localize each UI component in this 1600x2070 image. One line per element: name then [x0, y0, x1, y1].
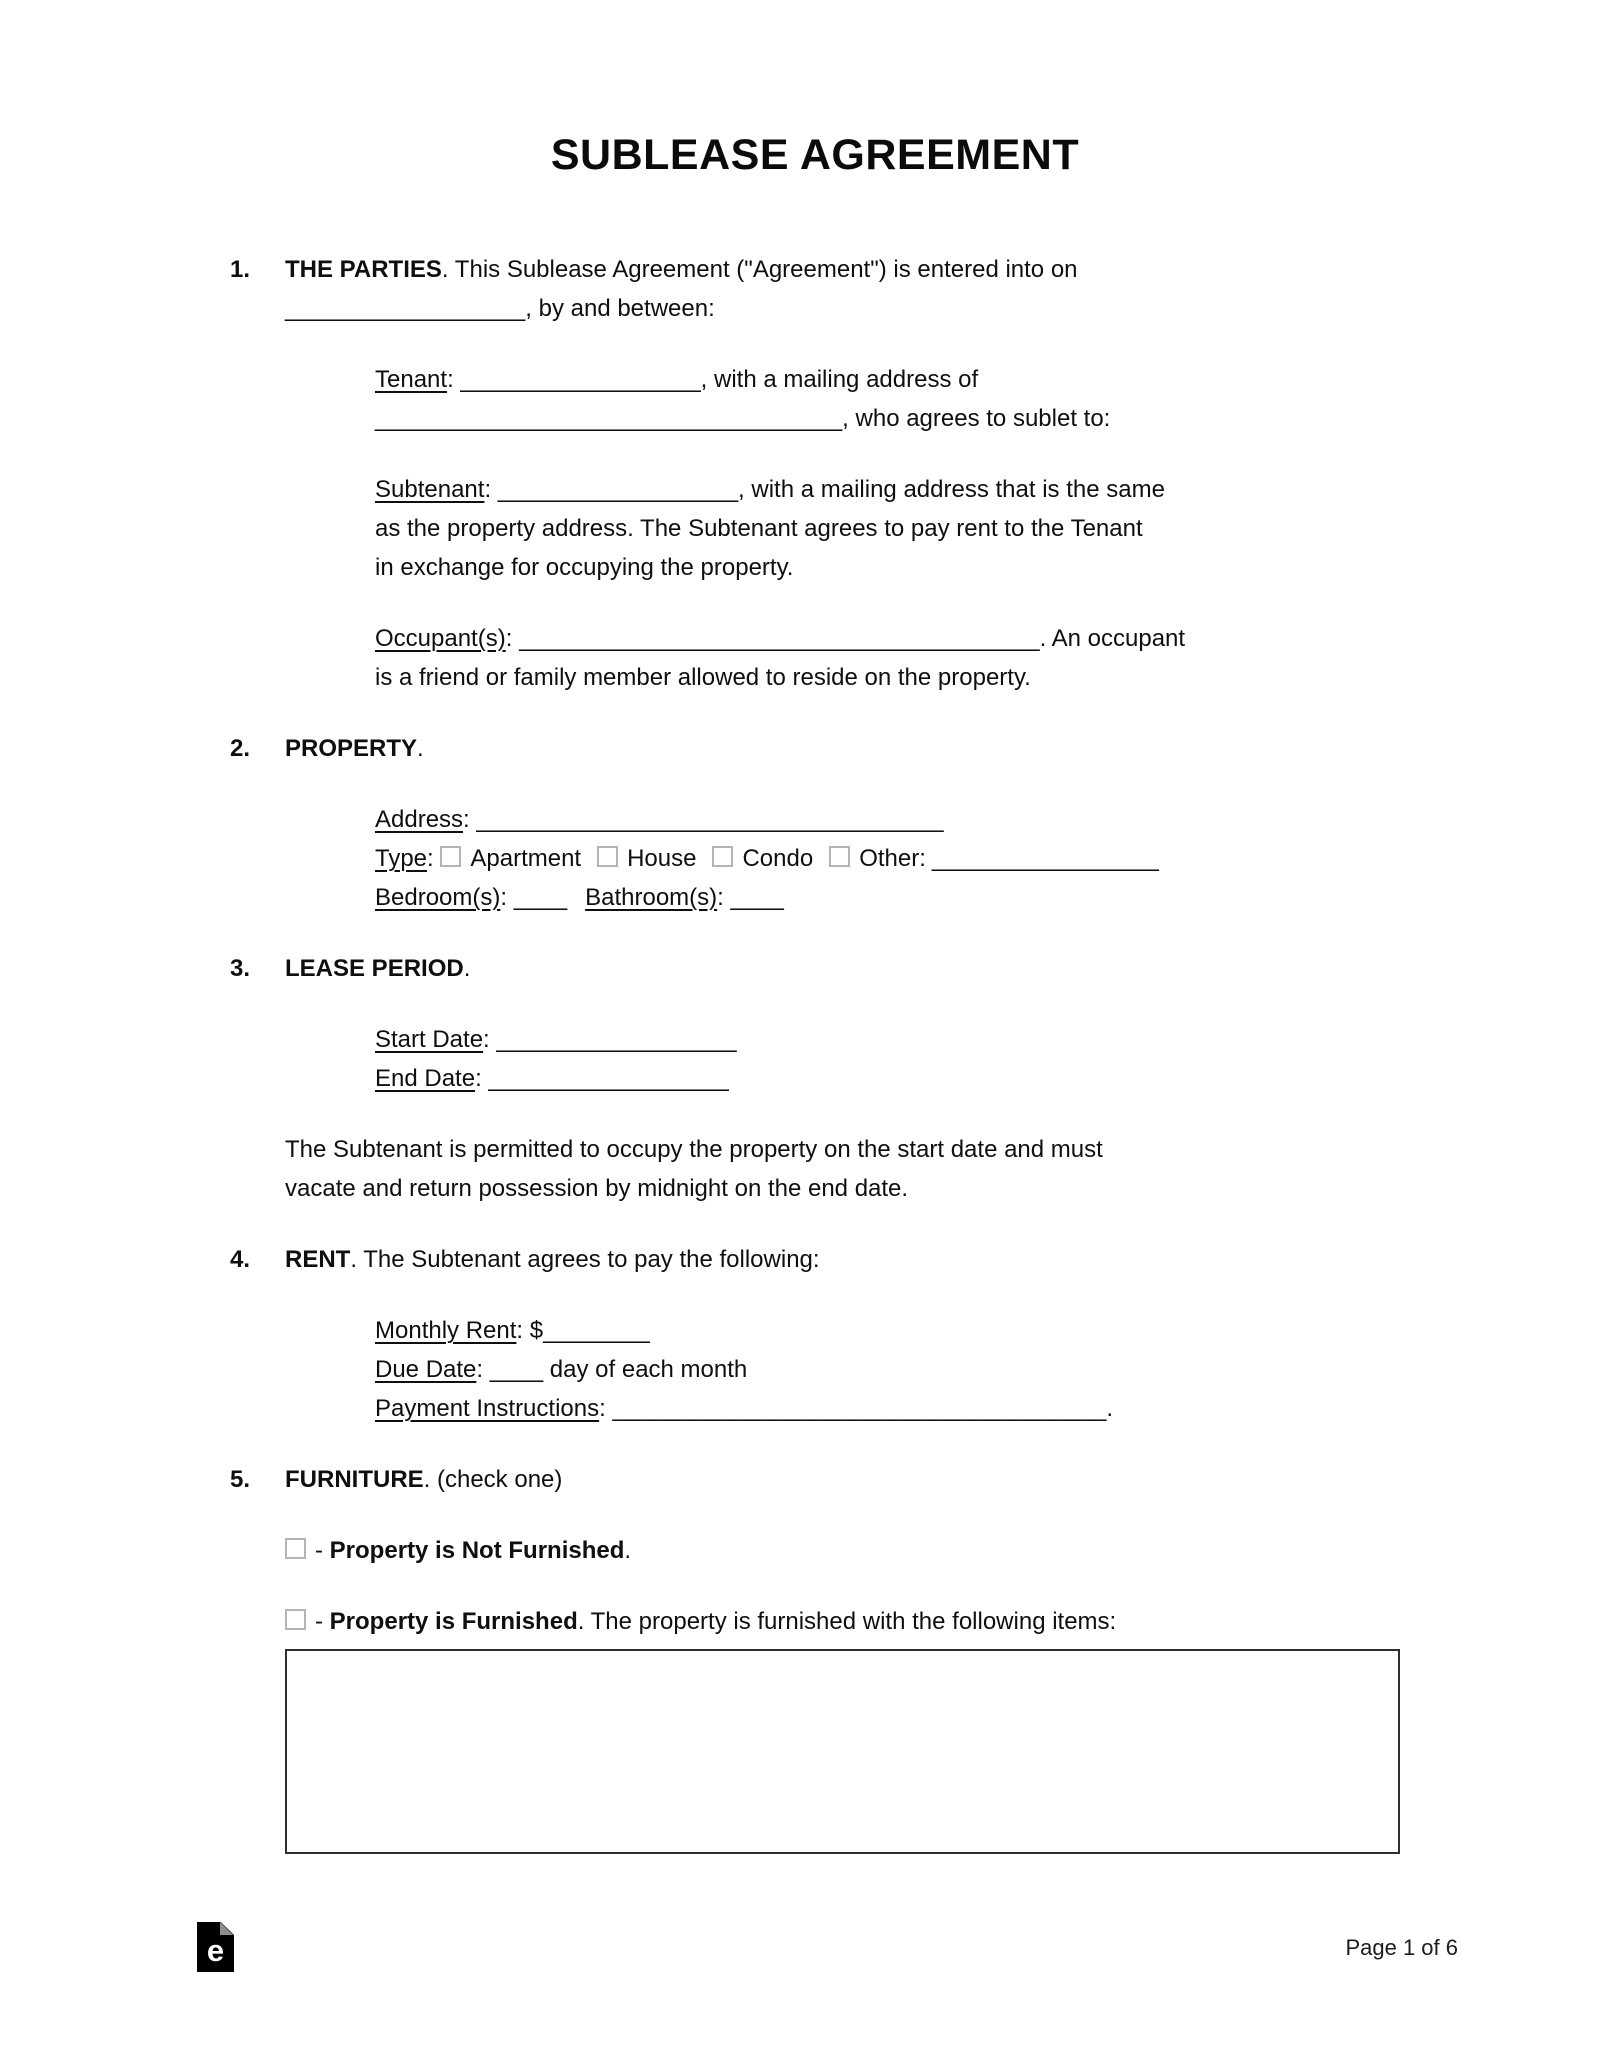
section-5-heading: FURNITURE: [285, 1466, 424, 1493]
type-label: Type: [375, 845, 428, 872]
tenant-address-blank[interactable]: ___________________________________: [375, 405, 843, 432]
furnished-tail-text: . The property is furnished with the following items:: [577, 1608, 1117, 1635]
due-date-label: Due Date: [375, 1356, 477, 1383]
tenant-line1-text: , with a mailing address of: [700, 366, 979, 393]
occupants-paragraph: [375, 619, 1400, 697]
type-colon: :: [427, 845, 441, 872]
not-furnished-label: Property is Not Furnished: [329, 1537, 625, 1564]
logo-letter: e: [206, 1933, 225, 1968]
bathrooms-colon: :: [717, 884, 731, 911]
section-4-heading: RENT: [285, 1246, 351, 1273]
bathrooms-label: Bathroom(s): [585, 884, 718, 911]
section-3-heading-line: [285, 949, 1400, 988]
subtenant-label: Subtenant: [375, 476, 485, 503]
section-1-heading: THE PARTIES: [285, 256, 442, 283]
tenant-label: Tenant: [375, 366, 448, 393]
occupants-line1-text: . An occupant: [1039, 625, 1186, 652]
monthly-rent-prefix: : $: [516, 1317, 544, 1344]
lease-dates: [375, 1020, 1400, 1098]
payment-instructions-label: Payment Instructions: [375, 1395, 600, 1422]
section-4-rent: [230, 1240, 1400, 1460]
occupants-blank[interactable]: _______________________________________: [519, 625, 1040, 652]
payment-period: .: [1106, 1395, 1113, 1422]
address-colon: :: [463, 806, 477, 833]
section-4-number: 4.: [230, 1246, 251, 1273]
option-apartment-label: Apartment: [470, 845, 582, 872]
section-1-number: 1.: [230, 256, 251, 283]
bathrooms-blank[interactable]: ____: [730, 884, 784, 911]
monthly-rent-label: Monthly Rent: [375, 1317, 517, 1344]
section-3-number: 3.: [230, 955, 251, 982]
bedrooms-label: Bedroom(s): [375, 884, 501, 911]
option-house-label: House: [627, 845, 697, 872]
not-furnished-dash: -: [315, 1537, 330, 1564]
not-furnished-period: .: [624, 1537, 632, 1564]
option-other-label: Other:: [859, 845, 926, 872]
eforms-logo-icon: [197, 1922, 234, 1972]
checkbox-apartment[interactable]: [440, 846, 461, 867]
subtenant-paragraph: [375, 470, 1400, 587]
furnished-label: Property is Furnished: [329, 1608, 578, 1635]
section-2-period: .: [417, 735, 424, 762]
section-3-heading: LEASE PERIOD: [285, 955, 464, 982]
checkbox-furnished[interactable]: [285, 1609, 306, 1630]
tenant-name-blank[interactable]: __________________: [460, 366, 701, 393]
rent-details: [375, 1311, 1400, 1428]
section-1-intro-text: . This Sublease Agreement ("Agreement") is entered into on: [441, 256, 1078, 283]
section-2-property: [230, 729, 1400, 949]
occupants-line2-text: is a friend or family member allowed to reside on the property.: [375, 664, 1031, 691]
checkbox-condo[interactable]: [712, 846, 733, 867]
not-furnished-option: [285, 1531, 1400, 1570]
subtenant-name-blank[interactable]: __________________: [497, 476, 739, 503]
section-1-intro: [285, 250, 1400, 328]
start-date-blank[interactable]: __________________: [496, 1026, 737, 1053]
other-type-blank[interactable]: _________________: [931, 845, 1159, 872]
checkbox-not-furnished[interactable]: [285, 1538, 306, 1559]
checkbox-other[interactable]: [829, 846, 850, 867]
section-4-heading-line: [285, 1240, 1400, 1279]
section-5-furniture: [230, 1460, 1400, 1886]
tenant-line2-text: , who agrees to sublet to:: [842, 405, 1111, 432]
subtenant-line3-text: in exchange for occupying the property.: [375, 554, 794, 581]
lease-note-line1: The Subtenant is permitted to occupy the property on the start date and must: [285, 1136, 1103, 1163]
section-1-the-parties: [230, 250, 1400, 729]
property-details: [375, 800, 1400, 917]
section-5-heading-line: [285, 1460, 1400, 1499]
section-5-number: 5.: [230, 1466, 251, 1493]
end-date-label: End Date: [375, 1065, 476, 1092]
section-2-heading: PROPERTY: [285, 735, 418, 762]
section-2-heading-line: [285, 729, 1400, 768]
end-date-colon: :: [475, 1065, 489, 1092]
furnished-dash: -: [315, 1608, 330, 1635]
page-number: Page 1 of 6: [1345, 1935, 1458, 1960]
bedrooms-colon: :: [500, 884, 514, 911]
occupants-label: Occupant(s): [375, 625, 506, 652]
subtenant-line1-text: , with a mailing address that is the same: [738, 476, 1165, 503]
payment-instructions-blank[interactable]: _____________________________________: [612, 1395, 1107, 1422]
lease-note-line2: vacate and return possession by midnight on the end date.: [285, 1175, 909, 1202]
bedrooms-blank[interactable]: ____: [513, 884, 568, 911]
payment-colon: :: [599, 1395, 613, 1422]
option-condo-label: Condo: [742, 845, 814, 872]
tenant-colon: :: [447, 366, 461, 393]
start-date-label: Start Date: [375, 1026, 484, 1053]
due-date-blank[interactable]: ____: [489, 1356, 544, 1383]
lease-period-note: [285, 1130, 1400, 1208]
agreement-date-blank[interactable]: __________________: [285, 295, 526, 322]
address-label: Address: [375, 806, 464, 833]
document-title: SUBLEASE AGREEMENT: [550, 131, 1080, 179]
furnished-items-box[interactable]: [285, 1649, 1400, 1854]
address-blank[interactable]: ___________________________________: [476, 806, 944, 833]
section-2-number: 2.: [230, 735, 251, 762]
due-date-colon: :: [476, 1356, 490, 1383]
section-5-intro-text: . (check one): [423, 1466, 563, 1493]
start-date-colon: :: [483, 1026, 497, 1053]
due-date-tail: day of each month: [543, 1356, 748, 1383]
subtenant-line2-text: as the property address. The Subtenant agrees to pay rent to the Tenant: [375, 515, 1143, 542]
occupants-colon: :: [505, 625, 520, 652]
section-4-intro-text: . The Subtenant agrees to pay the following:: [350, 1246, 820, 1273]
tenant-paragraph: [375, 360, 1400, 438]
section-3-period: .: [463, 955, 471, 982]
subtenant-colon: :: [484, 476, 498, 503]
end-date-blank[interactable]: __________________: [488, 1065, 729, 1092]
section-1-intro-tail: , by and between:: [525, 295, 715, 322]
furnished-option: [285, 1602, 1400, 1641]
checkbox-house[interactable]: [597, 846, 618, 867]
monthly-rent-blank[interactable]: ________: [543, 1317, 650, 1344]
section-3-lease-period: [230, 949, 1400, 1240]
